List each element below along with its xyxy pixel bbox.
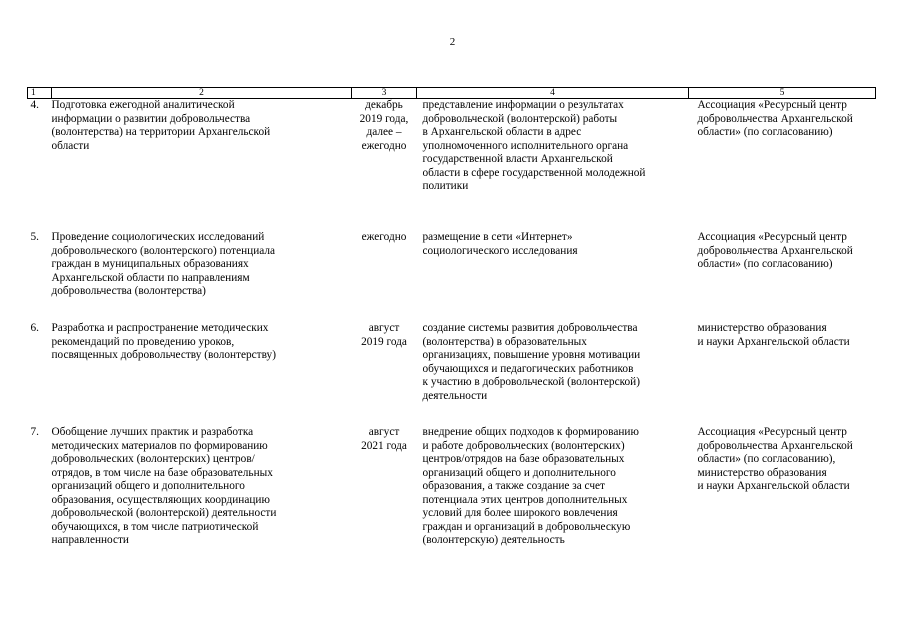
table-row — [28, 426, 876, 566]
column-header-5: 5 — [689, 88, 876, 99]
activity-name: Проведение социологических исследований добровольческого (волонтерского) потенциала граждан в муниципальных образованиях Архангельской области по направлениям добровольчества (волонтерства) — [51, 231, 276, 297]
responsible-party: министерство образования и науки Архангельской области — [697, 322, 850, 348]
table-row — [28, 231, 876, 322]
activity-name: Подготовка ежегодной аналитической информации о развитии добровольчества (волонтерства) на территории Архангельской области — [51, 99, 271, 152]
responsible-party: Ассоциация «Ресурсный центр добровольчества Архангельской области» (по согласованию) — [697, 231, 853, 270]
expected-result: создание системы развития добровольчества (волонтерства) в образовательных организациях, повышение уровня мотивации обучающихся и педагогических работников к участию в добровольческой (волонтерской) деятельности — [422, 322, 641, 402]
deadline: август 2019 года — [361, 322, 407, 348]
responsible-party: Ассоциация «Ресурсный центр добровольчества Архангельской области» (по согласованию) — [697, 99, 853, 138]
activity-name: Разработка и распространение методических рекомендаций по проведению уроков, посвященных добровольчеству (волонтерству) — [51, 322, 276, 361]
column-header-2: 2 — [52, 88, 352, 99]
row-number: 5. — [30, 231, 39, 243]
table-row — [28, 99, 876, 232]
activity-name: Обобщение лучших практик и разработка методических материалов по формированию добровольческих (волонтерских) центров/ отрядов, в том числе на базе образовательных организаций общего и дополнительного образования, осуществляющих координацию добровольческой (волонтерской) деятельности обучающихся, в том числе патриотической направленности — [51, 426, 277, 546]
deadline: ежегодно — [361, 231, 407, 243]
page-number: 2 — [449, 36, 456, 48]
header-row — [28, 88, 876, 99]
expected-result: внедрение общих подходов к формированию и работе добровольческих (волонтерских) центров/отрядов на базе образовательных организаций общего и дополнительного образования, а также создание за счет потенциала этих центров дополнительных условий для более широкого вовлечения граждан и организаций в добровольческую (волонтерскую) деятельность — [422, 426, 639, 546]
deadline: декабрь 2019 года, далее – ежегодно — [359, 99, 409, 152]
responsible-party: Ассоциация «Ресурсный центр добровольчества Архангельской области» (по согласованию), министерство образования и науки Архангельской области — [697, 426, 853, 492]
expected-result: размещение в сети «Интернет» социологического исследования — [422, 231, 578, 257]
action-plan-table — [27, 87, 876, 566]
expected-result: представление информации о результатах добровольческой (волонтерской) работы в Архангельской области в адрес уполномоченного исполнительного органа государственной власти Архангельской области в сфере государственной молодежной политики — [422, 99, 646, 192]
table-body — [28, 99, 876, 567]
row-number: 6. — [30, 322, 39, 334]
table-header — [28, 88, 876, 99]
column-header-3: 3 — [352, 88, 417, 99]
column-header-4: 4 — [417, 88, 689, 99]
table-row — [28, 322, 876, 426]
deadline: август 2021 года — [361, 426, 407, 452]
column-header-1: 1 — [28, 88, 52, 99]
row-number: 4. — [30, 99, 39, 111]
row-number: 7. — [30, 426, 39, 438]
